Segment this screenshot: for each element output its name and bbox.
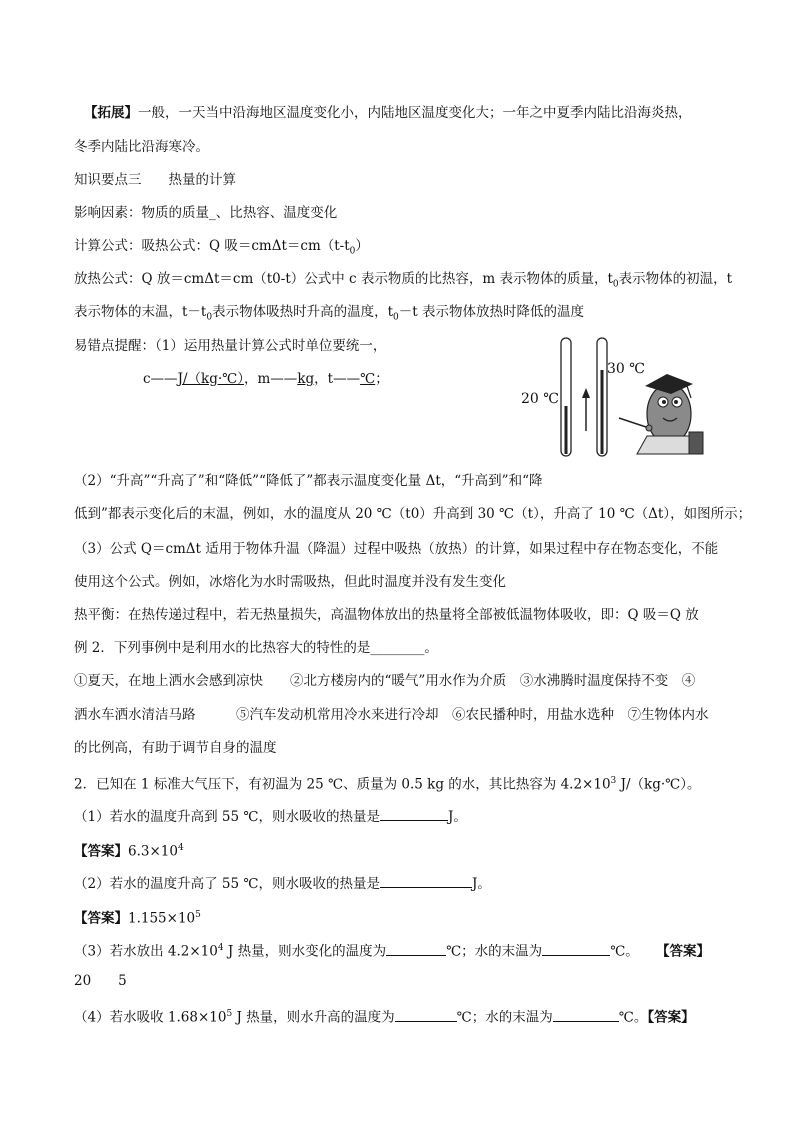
extension-text: 一般，一天当中沿海地区温度变化小，内陆地区温度变化大；一年之中夏季内陆比沿海炎热， <box>138 105 692 121</box>
answer-value: 6.3×10 <box>128 843 178 860</box>
subscript: 0 <box>612 279 619 290</box>
superscript: 5 <box>195 910 201 920</box>
problem-2-q2 <box>74 873 491 893</box>
text: （1）若水的温度升高到 55 ℃，则水吸收的热量是 <box>74 809 380 825</box>
text: J/（kg·℃）。 <box>616 776 701 793</box>
text: ） <box>355 238 369 254</box>
absorb-formula <box>74 237 369 261</box>
text: J 热量，则水升高的温度为 <box>232 1009 395 1026</box>
extension-line-1 <box>84 104 692 122</box>
text: 计算公式：吸热公式：Q 吸＝cmΔt＝cm（t-t <box>74 238 350 254</box>
label-20c: 20 ℃ <box>521 391 559 407</box>
thermometer-figure <box>517 336 727 466</box>
subscript: 0 <box>349 246 356 257</box>
unit: kg <box>297 371 315 387</box>
problem-2-stem <box>74 772 701 794</box>
text: J。 <box>447 809 467 825</box>
answer-tag: 【答案】 <box>74 910 128 927</box>
superscript: 5 <box>226 1009 233 1019</box>
example-2-options-3: 的比例高，有助于调节自身的温度 <box>74 740 277 756</box>
text: ℃；水的末温为 <box>446 943 543 960</box>
text: 放热公式：Q 放＝cmΔt＝cm（t0-t）公式中 c 表示物质的比热容，m 表示物体的质量，t <box>74 271 613 287</box>
answer-2 <box>74 906 201 928</box>
text: 表示物体的末温，t－t <box>74 304 207 320</box>
text: （3）若水放出 4.2×10 <box>74 943 218 960</box>
problem-2-q1 <box>74 806 467 826</box>
text: ，t—— <box>314 371 361 387</box>
pitfall-3-line-1: （3）公式 Q＝cmΔt 适用于物体升温（降温）过程中吸热（放热）的计算，如果过程中存在物态变化，不能 <box>74 541 719 557</box>
text: c—— <box>143 371 178 387</box>
unit: J/（kg·℃） <box>177 371 244 387</box>
pitfall-3-line-2: 使用这个公式。例如，冰熔化为水时需吸热，但此时温度并没有发生变化 <box>74 574 506 590</box>
text: 表示物体吸热时升高的温度，t <box>212 304 394 320</box>
text: ℃；水的末温为 <box>456 1009 553 1026</box>
superscript: 4 <box>217 943 224 953</box>
units-line <box>143 370 389 388</box>
answer-blank[interactable] <box>380 806 448 821</box>
pitfall-2-line-2: 低到”都表示变化后的末温，例如，水的温度从 20 ℃（t0）升高到 30 ℃（t），升高了 10 ℃（Δt），如图所示； <box>74 506 752 522</box>
text: （4）若水吸收 1.68×10 <box>74 1009 227 1026</box>
section-heading: 知识要点三 热量的计算 <box>74 172 236 188</box>
text: －t 表示物体放热时降低的温度 <box>398 304 584 320</box>
release-formula-line-1 <box>74 270 732 294</box>
text: ℃。 <box>618 1009 648 1026</box>
arrow-head <box>582 388 590 398</box>
pitfall-2-line-1: （2）“升高”“升高了”和“降低”“降低了”都表示温度变化量 Δt，“升高到”和“降 <box>74 473 543 489</box>
answer-tag: 【答案】 <box>647 1009 695 1026</box>
extension-tag: 【拓展】 <box>84 105 138 121</box>
answer-blank[interactable] <box>553 1007 619 1022</box>
example-2-options-1: ①夏天，在地上洒水会感到凉快 ②北方楼房内的“暖气”用水作为介质 ③水沸腾时温度保持不变 ④ <box>74 673 696 689</box>
text: J 热量，则水变化的温度为 <box>223 943 387 960</box>
answer-blank[interactable] <box>542 941 610 956</box>
problem-2-q3 <box>74 939 710 961</box>
example-2-question: 例 2．下列事例中是利用水的比热容大的特性的是________。 <box>74 640 438 656</box>
superscript: 3 <box>610 776 617 786</box>
answer-blank[interactable] <box>386 941 446 956</box>
superscript: 4 <box>177 843 184 853</box>
cartoon-professor <box>619 374 703 454</box>
text: ℃。 <box>610 943 639 960</box>
text: ，m—— <box>244 371 298 387</box>
problem-2-q4 <box>74 1005 695 1027</box>
answer-blank[interactable] <box>395 1007 457 1022</box>
unit: ℃ <box>360 371 376 387</box>
text: 2．已知在 1 标准大气压下，有初温为 25 ℃、质量为 0.5 kg 的水，其比热容为 4.2×10 <box>74 776 611 793</box>
text: （2）若水的温度升高了 55 ℃，则水吸收的热量是 <box>74 876 380 892</box>
release-formula-line-2 <box>74 303 584 327</box>
subscript: 0 <box>393 312 399 323</box>
answer-tag: 【答案】 <box>74 843 128 860</box>
answer-value: 1.155×10 <box>128 910 196 927</box>
thermometer-1-liquid <box>565 406 568 454</box>
label-30c: 30 ℃ <box>607 361 645 377</box>
text: 表示物体的初温，t <box>618 271 733 287</box>
heat-balance: 热平衡：在热传递过程中，若无热量损失，高温物体放出的热量将全部被低温物体吸收，即：Q 吸＝Q 放 <box>74 607 699 623</box>
example-2-options-2: 洒水车洒水清洁马路 ⑤汽车发动机常用冷水来进行冷却 ⑥农民播种时，用盐水选种 ⑦生物体内水 <box>74 707 709 723</box>
pitfalls-line-1: 易错点提醒：（1）运用热量计算公式时单位要统一， <box>74 338 387 354</box>
answer-3: 20 5 <box>74 973 127 989</box>
factors-line: 影响因素：物质的质量_、比热容、温度变化 <box>74 205 338 221</box>
subscript: 0 <box>206 312 213 323</box>
text: ； <box>375 371 389 387</box>
answer-tag: 【答案】 <box>655 943 710 960</box>
answer-1 <box>74 839 184 861</box>
thermometer-2-liquid <box>601 370 604 454</box>
extension-line-2: 冬季内陆比沿海寒冷。 <box>74 139 209 155</box>
text: J。 <box>471 876 491 892</box>
answer-blank[interactable] <box>380 873 472 888</box>
